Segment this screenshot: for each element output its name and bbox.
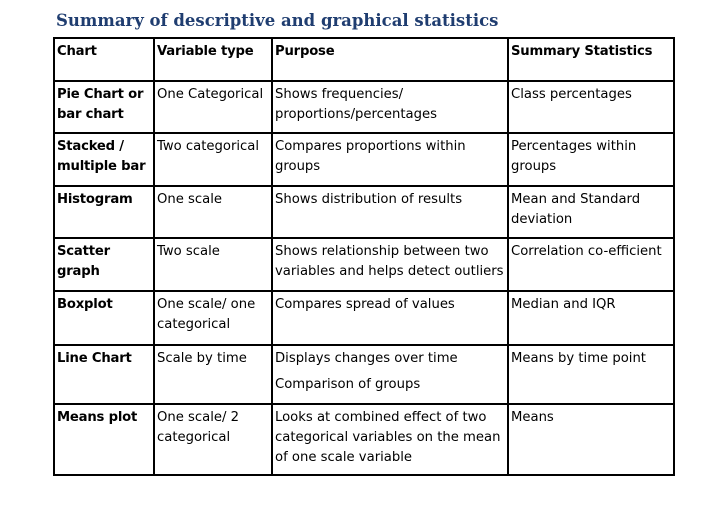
cell-variable-type: One scale xyxy=(154,186,272,238)
table-row xyxy=(54,238,674,291)
purpose-text: Displays changes over time xyxy=(275,351,458,366)
cell-variable-type: One Categorical xyxy=(154,81,272,133)
cell-purpose: Shows distribution of results xyxy=(272,186,508,238)
table-row xyxy=(54,186,674,238)
cell-purpose: Compares spread of values xyxy=(272,291,508,345)
cell-variable-type: Two categorical xyxy=(154,133,272,186)
cell-summary-statistics: Class percentages xyxy=(508,81,674,133)
cell-chart: Pie Chart or bar chart xyxy=(54,81,154,133)
header-summary-statistics: Summary Statistics xyxy=(508,38,674,81)
cell-variable-type: One scale/ 2 categorical xyxy=(154,404,272,475)
cell-variable-type: Two scale xyxy=(154,238,272,291)
cell-summary-statistics: Mean and Standard deviation xyxy=(508,186,674,238)
cell-chart: Scatter graph xyxy=(54,238,154,291)
purpose-extra-text: Comparison of groups xyxy=(275,377,421,392)
cell-summary-statistics: Median and IQR xyxy=(508,291,674,345)
cell-chart: Stacked / multiple bar xyxy=(54,133,154,186)
cell-purpose: Shows frequencies/ proportions/percentages xyxy=(272,81,508,133)
cell-chart: Means plot xyxy=(54,404,154,475)
table-row xyxy=(54,133,674,186)
cell-summary-statistics: Correlation co-efficient xyxy=(508,238,674,291)
cell-purpose: Compares proportions within groups xyxy=(272,133,508,186)
cell-summary-statistics: Percentages within groups xyxy=(508,133,674,186)
table-row xyxy=(54,81,674,133)
cell-purpose: Looks at combined effect of two categorical variables on the mean of one scale variable xyxy=(272,404,508,475)
table-row xyxy=(54,291,674,345)
cell-chart: Histogram xyxy=(54,186,154,238)
cell-summary-statistics: Means xyxy=(508,404,674,475)
cell-summary-statistics: Means by time point xyxy=(508,345,674,404)
table-row xyxy=(54,345,674,404)
cell-chart: Boxplot xyxy=(54,291,154,345)
header-variable-type: Variable type xyxy=(154,38,272,81)
header-purpose: Purpose xyxy=(272,38,508,81)
cell-variable-type: Scale by time xyxy=(154,345,272,404)
cell-chart: Line Chart xyxy=(54,345,154,404)
cell-purpose: Shows relationship between two variables and helps detect outliers xyxy=(272,238,508,291)
cell-purpose xyxy=(272,345,508,404)
cell-variable-type: One scale/ one categorical xyxy=(154,291,272,345)
table-row xyxy=(54,404,674,475)
table-header-row xyxy=(54,38,674,81)
summary-table xyxy=(53,37,675,476)
document-title: Summary of descriptive and graphical statistics xyxy=(56,11,499,30)
header-chart: Chart xyxy=(54,38,154,81)
